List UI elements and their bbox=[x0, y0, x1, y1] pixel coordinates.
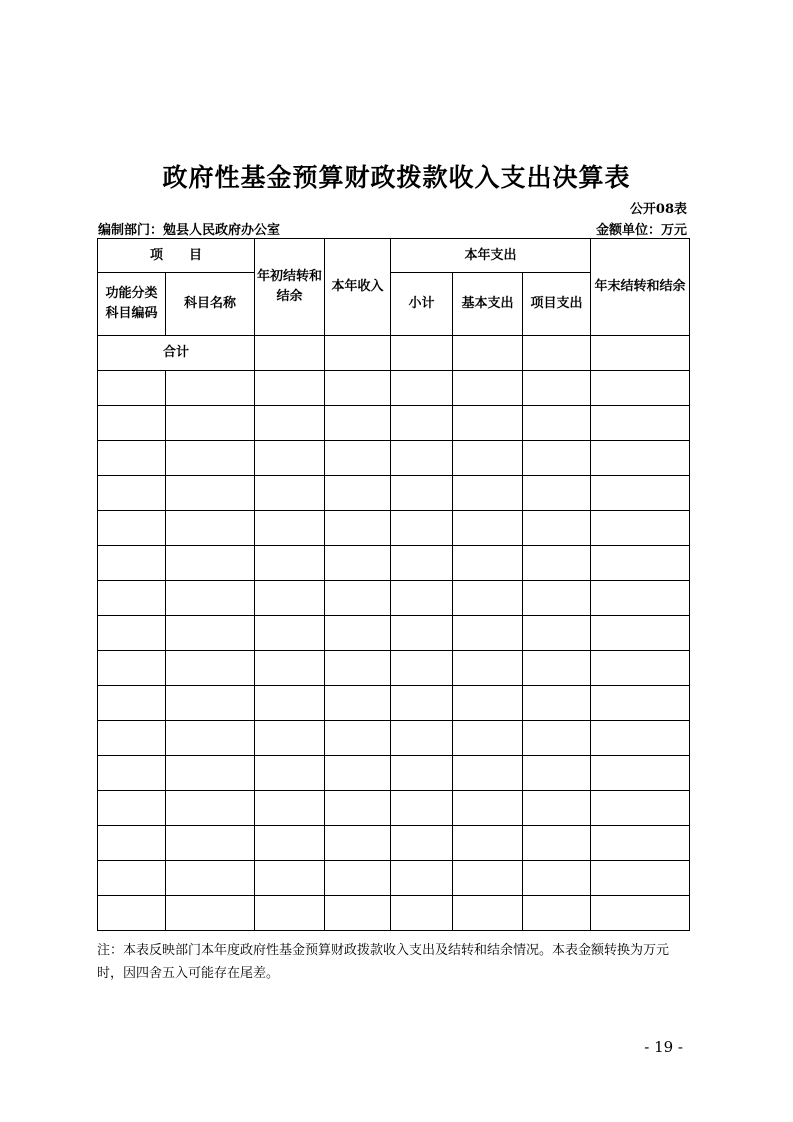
table-cell bbox=[453, 546, 523, 581]
header-income: 本年收入 bbox=[325, 239, 391, 336]
table-cell bbox=[255, 721, 325, 756]
table-cell bbox=[523, 616, 591, 651]
table-cell bbox=[325, 791, 391, 826]
table-cell bbox=[98, 511, 166, 546]
total-label: 合计 bbox=[98, 336, 255, 371]
table-cell bbox=[591, 546, 690, 581]
table-cell bbox=[453, 756, 523, 791]
table-cell bbox=[523, 721, 591, 756]
table-cell bbox=[98, 686, 166, 721]
table-cell bbox=[166, 826, 255, 861]
table-cell bbox=[391, 686, 453, 721]
compiling-department: 编制部门：勉县人民政府办公室 bbox=[98, 223, 281, 238]
table-cell bbox=[453, 861, 523, 896]
page-title: 政府性基金预算财政拨款收入支出决算表 bbox=[162, 163, 631, 192]
table-cell bbox=[591, 896, 690, 931]
table-cell bbox=[591, 651, 690, 686]
table-cell bbox=[325, 336, 391, 371]
table-cell bbox=[523, 371, 591, 406]
table-cell bbox=[255, 476, 325, 511]
table-cell bbox=[166, 896, 255, 931]
table-row bbox=[98, 686, 690, 721]
table-cell bbox=[255, 581, 325, 616]
header-subtotal: 小计 bbox=[391, 273, 453, 336]
table-cell bbox=[591, 371, 690, 406]
table-cell bbox=[166, 406, 255, 441]
table-cell bbox=[325, 371, 391, 406]
table-cell bbox=[391, 651, 453, 686]
table-cell bbox=[98, 441, 166, 476]
table-cell bbox=[98, 861, 166, 896]
table-cell bbox=[166, 371, 255, 406]
table-cell bbox=[325, 896, 391, 931]
table-cell bbox=[453, 616, 523, 651]
table-cell bbox=[453, 511, 523, 546]
table-cell bbox=[391, 826, 453, 861]
table-cell bbox=[325, 546, 391, 581]
table-cell bbox=[255, 651, 325, 686]
table-cell bbox=[98, 371, 166, 406]
table-cell bbox=[255, 791, 325, 826]
table-cell bbox=[325, 616, 391, 651]
table-row bbox=[98, 546, 690, 581]
footnote: 注：本表反映部门本年度政府性基金预算财政拨款收入支出及结转和结余情况。本表金额转换为万元时，因四舍五入可能存在尾差。 bbox=[97, 943, 670, 981]
header-project: 项目支出 bbox=[523, 273, 591, 336]
table-cell bbox=[255, 371, 325, 406]
table-cell bbox=[166, 686, 255, 721]
table-cell bbox=[166, 476, 255, 511]
table-cell bbox=[523, 406, 591, 441]
table-cell bbox=[325, 651, 391, 686]
table-cell bbox=[453, 791, 523, 826]
table-cell bbox=[391, 511, 453, 546]
table-cell bbox=[591, 791, 690, 826]
table-cell bbox=[166, 616, 255, 651]
table-cell bbox=[391, 791, 453, 826]
table-cell bbox=[255, 441, 325, 476]
table-cell bbox=[98, 826, 166, 861]
table-cell bbox=[98, 651, 166, 686]
table-cell bbox=[523, 791, 591, 826]
table-cell bbox=[591, 441, 690, 476]
table-cell bbox=[391, 476, 453, 511]
table-row bbox=[98, 406, 690, 441]
table-cell bbox=[391, 896, 453, 931]
table-cell bbox=[391, 441, 453, 476]
table-cell bbox=[523, 336, 591, 371]
table-row bbox=[98, 441, 690, 476]
header-subject-name: 科目名称 bbox=[166, 273, 255, 336]
table-cell bbox=[523, 511, 591, 546]
table-cell bbox=[391, 756, 453, 791]
table-cell bbox=[166, 721, 255, 756]
table-cell bbox=[591, 581, 690, 616]
table-cell bbox=[453, 826, 523, 861]
table-cell bbox=[98, 721, 166, 756]
table-row bbox=[98, 756, 690, 791]
table-cell bbox=[391, 581, 453, 616]
page-number: - 19 - bbox=[644, 1038, 683, 1056]
table-cell bbox=[325, 476, 391, 511]
table-cell bbox=[591, 686, 690, 721]
table-row bbox=[98, 511, 690, 546]
table-cell bbox=[391, 721, 453, 756]
table-cell bbox=[98, 896, 166, 931]
table-cell bbox=[523, 476, 591, 511]
table-cell bbox=[325, 861, 391, 896]
table-cell bbox=[255, 686, 325, 721]
amount-unit: 金额单位：万元 bbox=[595, 223, 687, 238]
table-cell bbox=[255, 336, 325, 371]
budget-table bbox=[97, 238, 690, 931]
table-cell bbox=[453, 896, 523, 931]
table-row bbox=[98, 896, 690, 931]
header-func-code: 功能分类科目编码 bbox=[98, 273, 166, 336]
table-cell bbox=[391, 406, 453, 441]
table-cell bbox=[591, 511, 690, 546]
table-cell bbox=[166, 756, 255, 791]
table-cell bbox=[166, 511, 255, 546]
table-number: 公开08表 bbox=[629, 202, 687, 217]
table-cell bbox=[591, 756, 690, 791]
table-cell bbox=[523, 686, 591, 721]
table-cell bbox=[523, 756, 591, 791]
table-cell bbox=[523, 896, 591, 931]
table-cell bbox=[453, 406, 523, 441]
table-cell bbox=[255, 406, 325, 441]
table-cell bbox=[325, 581, 391, 616]
table-cell bbox=[98, 581, 166, 616]
table-cell bbox=[453, 371, 523, 406]
table-cell bbox=[523, 581, 591, 616]
table-row bbox=[98, 371, 690, 406]
table-cell bbox=[591, 406, 690, 441]
table-cell bbox=[453, 441, 523, 476]
table-row bbox=[98, 721, 690, 756]
table-cell bbox=[523, 826, 591, 861]
table-cell bbox=[391, 336, 453, 371]
table-cell bbox=[453, 581, 523, 616]
table-cell bbox=[591, 826, 690, 861]
table-cell bbox=[166, 651, 255, 686]
table-cell bbox=[98, 546, 166, 581]
table-cell bbox=[325, 511, 391, 546]
table-cell bbox=[453, 651, 523, 686]
table-cell bbox=[453, 721, 523, 756]
table-row bbox=[98, 791, 690, 826]
table-cell bbox=[98, 406, 166, 441]
header-item: 项 目 bbox=[98, 239, 255, 273]
table-cell bbox=[166, 581, 255, 616]
table-cell bbox=[166, 546, 255, 581]
table-row bbox=[98, 476, 690, 511]
table-cell bbox=[166, 441, 255, 476]
total-row bbox=[98, 336, 690, 371]
table-cell bbox=[166, 861, 255, 896]
table-cell bbox=[591, 616, 690, 651]
table-cell bbox=[391, 616, 453, 651]
table-cell bbox=[255, 861, 325, 896]
table-cell bbox=[453, 476, 523, 511]
table-cell bbox=[591, 476, 690, 511]
table-cell bbox=[391, 371, 453, 406]
table-cell bbox=[255, 756, 325, 791]
table-cell bbox=[391, 861, 453, 896]
table-cell bbox=[453, 686, 523, 721]
table-cell bbox=[523, 651, 591, 686]
table-cell bbox=[591, 336, 690, 371]
header-basic: 基本支出 bbox=[453, 273, 523, 336]
table-row bbox=[98, 861, 690, 896]
header-end-balance: 年末结转和结余 bbox=[591, 239, 690, 336]
table-cell bbox=[255, 511, 325, 546]
table-cell bbox=[255, 616, 325, 651]
table-cell bbox=[453, 336, 523, 371]
table-cell bbox=[255, 896, 325, 931]
table-cell bbox=[325, 826, 391, 861]
table-cell bbox=[325, 756, 391, 791]
table-row bbox=[98, 651, 690, 686]
table-cell bbox=[391, 546, 453, 581]
table-cell bbox=[523, 861, 591, 896]
table-row bbox=[98, 581, 690, 616]
table-cell bbox=[98, 756, 166, 791]
table-cell bbox=[98, 476, 166, 511]
table-cell bbox=[591, 861, 690, 896]
table-cell bbox=[255, 546, 325, 581]
table-cell bbox=[325, 406, 391, 441]
table-cell bbox=[523, 441, 591, 476]
table-row bbox=[98, 616, 690, 651]
table-cell bbox=[325, 686, 391, 721]
table-cell bbox=[325, 441, 391, 476]
table-row bbox=[98, 826, 690, 861]
table-cell bbox=[98, 616, 166, 651]
table-cell bbox=[325, 721, 391, 756]
table-cell bbox=[166, 791, 255, 826]
header-expense: 本年支出 bbox=[391, 239, 591, 273]
header-begin-balance: 年初结转和结余 bbox=[255, 239, 325, 336]
table-cell bbox=[255, 826, 325, 861]
table-cell bbox=[591, 721, 690, 756]
table-cell bbox=[523, 546, 591, 581]
table-cell bbox=[98, 791, 166, 826]
